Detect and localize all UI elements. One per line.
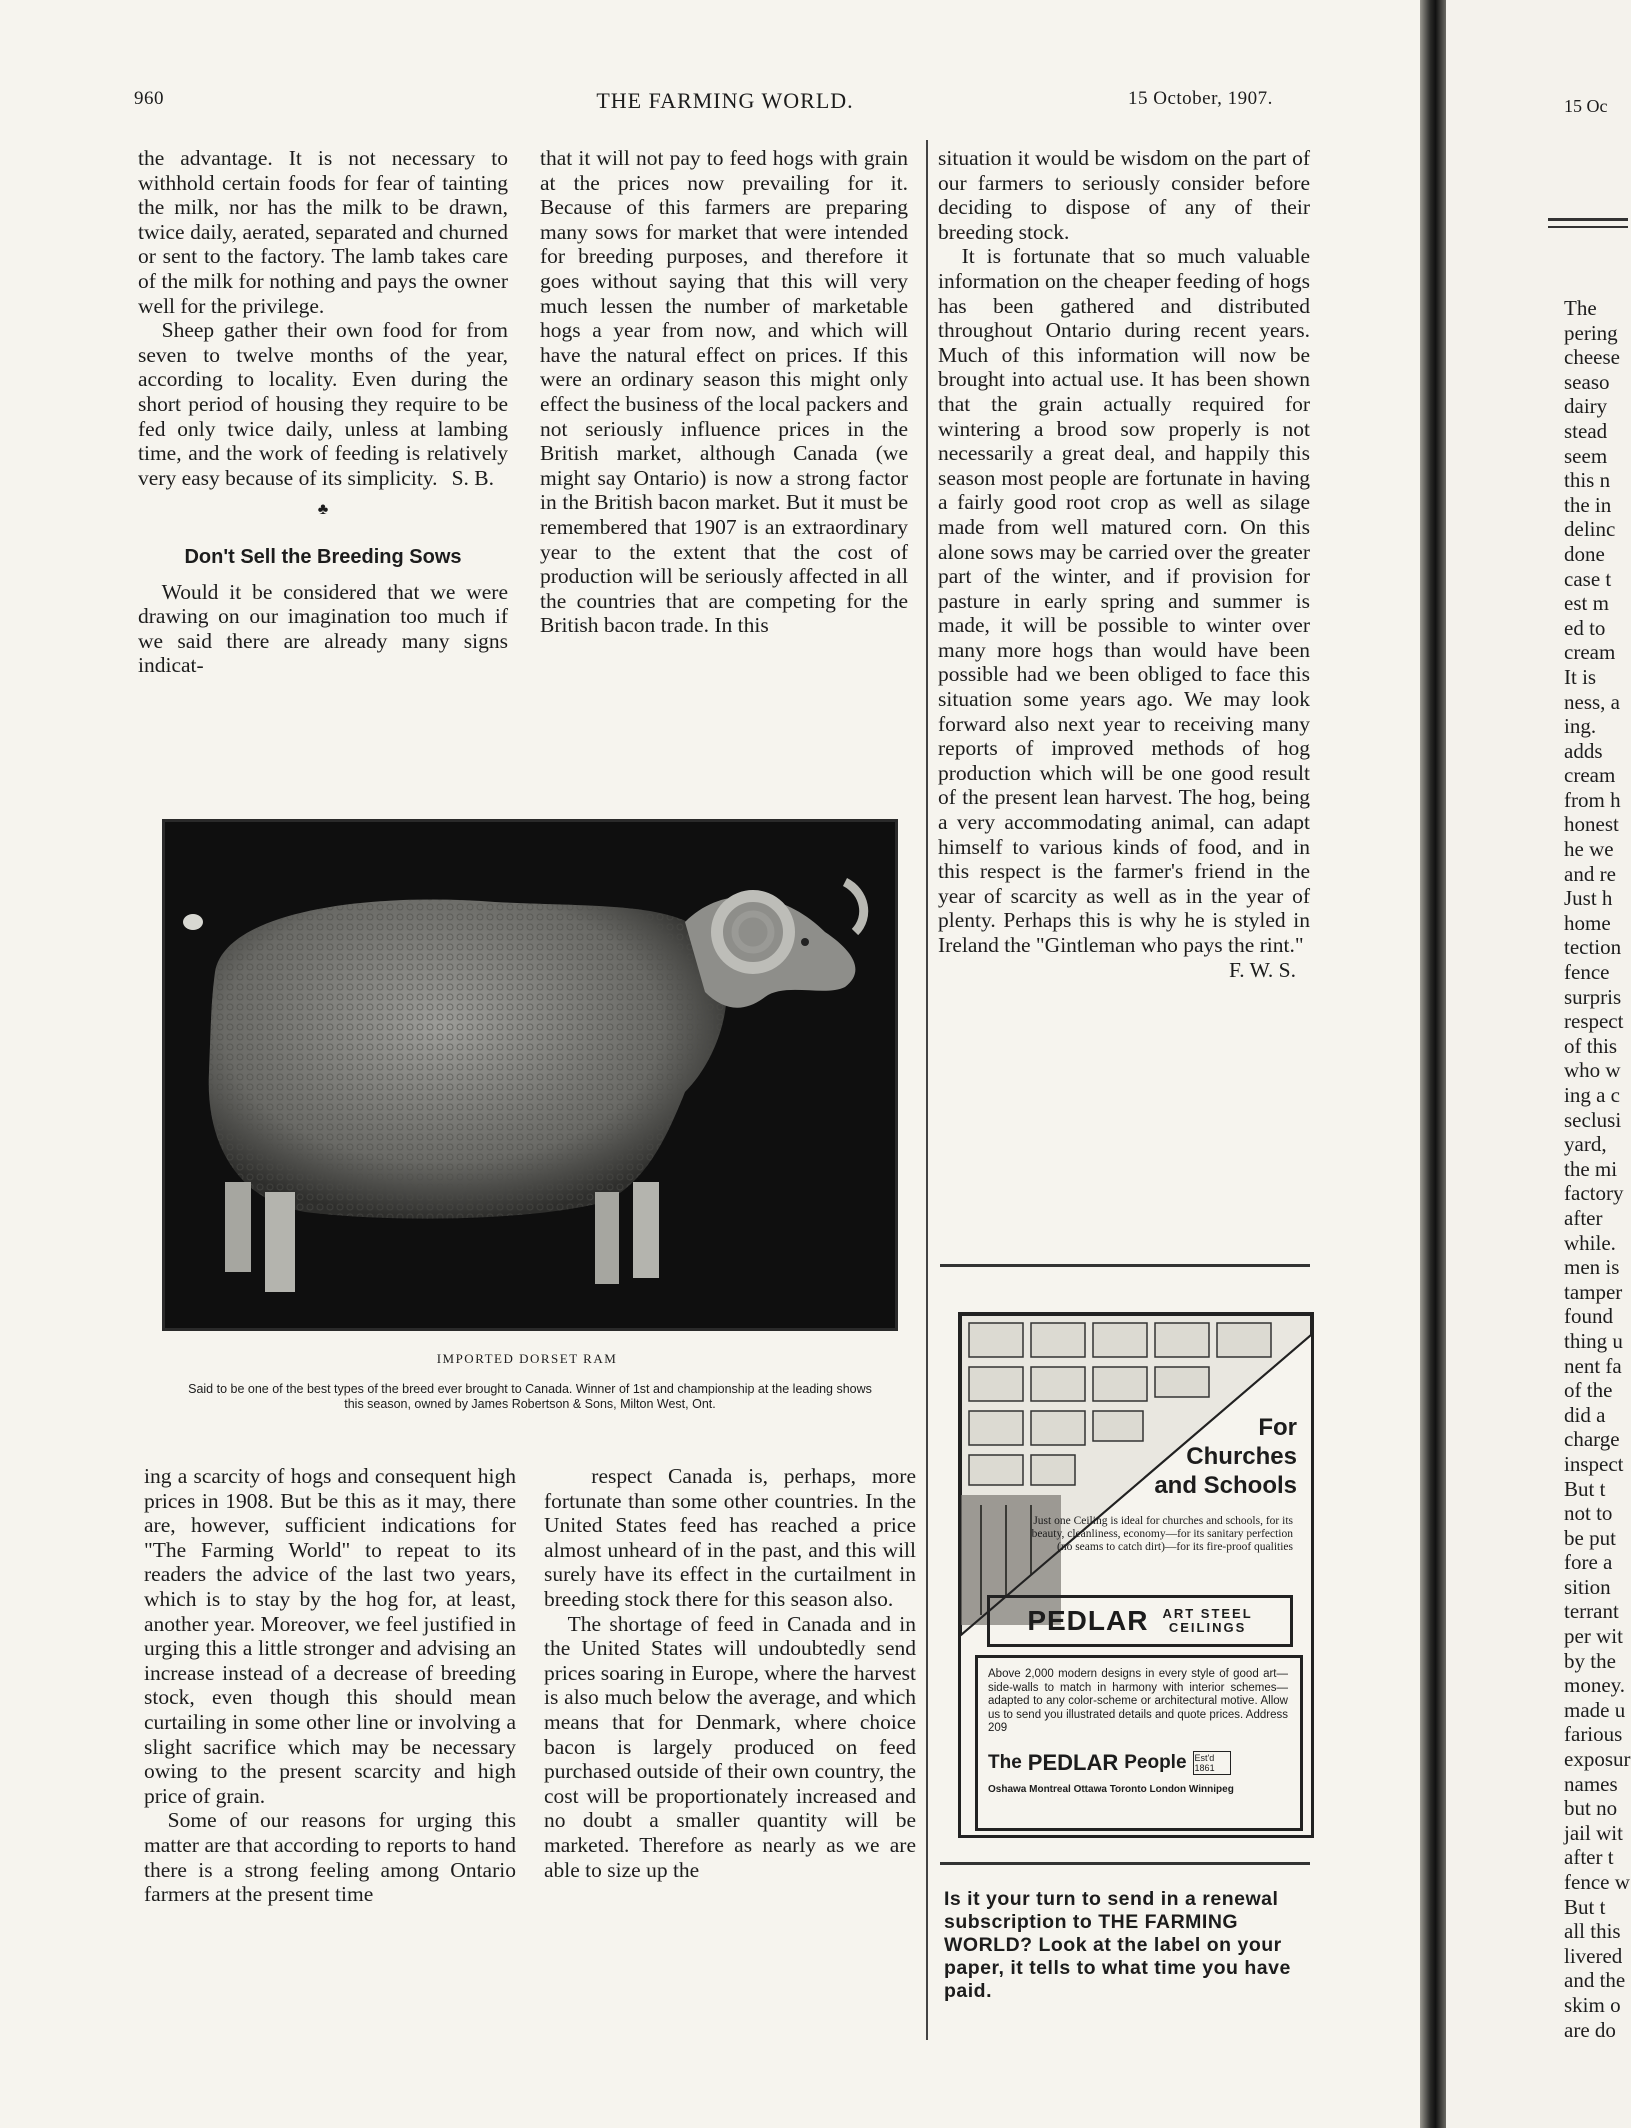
ad-brand-sub (1162, 1607, 1252, 1635)
ad-headline-line: and Schools (1154, 1472, 1297, 1499)
right-page-edge (1446, 0, 1631, 2128)
ad-company-name: PEDLAR (1027, 1750, 1119, 1775)
right-page-line: but no (1564, 1796, 1618, 1821)
dorset-ram-image (165, 822, 895, 1328)
right-page-line: dairy (1564, 394, 1608, 419)
right-page-line: done (1564, 541, 1605, 566)
paragraph: ing a scarcity of hogs and consequent high prices in 1908. But be this as it may, there are, however, sufficient indications for "The Farming World" to repeat to its readers the advice of the last two years, which is to stay by the hog for, at least, another year. Moreover, we feel justified in urging this a little stronger and advising an increase instead of a decrease of breeding stock, even though this should mean curtailing in some other line or involving a slight sacrifice which may be necessary owing to the present scarcity and high price of grain. (144, 1464, 516, 1808)
signature: S. B. (451, 465, 494, 490)
masthead: THE FARMING WORLD. (596, 88, 854, 113)
paragraph: that it will not pay to feed hogs with grain at the prices now prevailing for it. Because of this farmers are preparing many sows for market that were intended for breeding purposes, and therefore it goes without saying that this will very much lessen the number of marketable hogs a year from now, and which will have the natural effect on prices. If this were an ordinary season this might only effect the business of the local packers and not seriously influence prices in the British market, although Canada (we might say Ontario) is now a strong factor in the British bacon market. But it must be remembered that 1907 is an extraordinary year to the extent that the cost of production will be seriously affected in all the countries that are competing for the British bacon trade. In this (540, 146, 908, 638)
right-page-line: names (1564, 1771, 1618, 1796)
right-page-line: ing. (1564, 714, 1597, 739)
right-page-line: and the (1564, 1968, 1626, 1993)
right-page-line: seaso (1564, 369, 1610, 394)
ad-brand-sub-line: CEILINGS (1168, 1620, 1247, 1635)
article-heading: Don't Sell the Breeding Sows (184, 545, 462, 568)
column-3 (938, 146, 1310, 982)
ad-company-prefix: The (988, 1752, 1022, 1773)
right-page-line: charge (1564, 1427, 1620, 1452)
right-page-line: thing u (1564, 1328, 1623, 1353)
right-page-line: surpris (1564, 984, 1622, 1009)
ram-photo (162, 819, 898, 1331)
paragraph: Sheep gather their own food for from seven to twelve months of the year, according to locality. Even during the short period of housing they require to be fed only twice daily, unless at lambing time, and the work of feeding is relatively very easy because of its simplicity. (138, 318, 508, 490)
column-divider (926, 140, 928, 2040)
right-page-line: nent fa (1564, 1353, 1622, 1378)
right-page-line: livered (1564, 1943, 1623, 1968)
right-page-line: terrant (1564, 1599, 1619, 1624)
right-page-line: all this (1564, 1919, 1621, 1944)
right-page-line: cream (1564, 763, 1616, 788)
right-page-line: be put (1564, 1525, 1616, 1550)
ad-body-box (975, 1655, 1303, 1831)
right-page-line: ness, a (1564, 689, 1620, 714)
book-spine (1420, 0, 1446, 2128)
right-page-line: But t (1564, 1894, 1606, 1919)
right-page-line: tamper (1564, 1279, 1623, 1304)
right-page-line: from h (1564, 787, 1621, 812)
horizontal-rule (940, 1862, 1310, 1865)
right-page-line: the in (1564, 492, 1612, 517)
paragraph: situation it would be wisdom on the part of our farmers to seriously consider before deciding to dispose of any of their breeding stock. (938, 146, 1310, 244)
right-page-line: delinc (1564, 517, 1616, 542)
paragraph: respect Canada is, perhaps, more fortunate than some other countries. In the United States feed has reached a price almost unheard of in the past, and this will surely have its effect in the curtailment in breeding stock there for this season also. (544, 1464, 916, 1611)
right-page-line: not to (1564, 1501, 1613, 1526)
right-page-line: who w (1564, 1058, 1621, 1083)
right-page-line: yard, (1564, 1132, 1607, 1157)
horizontal-rule (1548, 226, 1628, 228)
right-page-line: ed to (1564, 615, 1606, 640)
ad-brand-sub-line: ART STEEL (1162, 1606, 1253, 1621)
right-page-line: pering (1564, 320, 1618, 345)
paragraph: Some of our reasons for urging this matter are that according to reports to hand there is a strong feeling among Ontario farmers at the present time (144, 1808, 516, 1907)
right-page-line: The (1564, 296, 1597, 320)
right-page-line: ing a c (1564, 1083, 1620, 1107)
right-page-line: seem (1564, 443, 1608, 468)
right-page-line: tection (1564, 935, 1622, 960)
right-page-line: jail wit (1564, 1820, 1623, 1845)
photo-caption-title: IMPORTED DORSET RAM (436, 1351, 618, 1366)
right-page-line: home (1564, 910, 1611, 935)
ad-company (988, 1750, 1288, 1776)
right-page-line: honest (1564, 812, 1619, 837)
right-page-line: per wit (1564, 1624, 1623, 1649)
right-page-line: farious (1564, 1722, 1623, 1747)
ad-brand-box (987, 1595, 1293, 1647)
right-page-line: of the (1564, 1378, 1613, 1403)
right-page-line: after t (1564, 1845, 1614, 1870)
right-page-line: skim o (1564, 1992, 1621, 2017)
right-page-line: respect (1564, 1009, 1624, 1034)
right-page-line: exposur (1564, 1747, 1631, 1772)
right-page-line: cream (1564, 640, 1616, 665)
right-page-line: It is (1564, 664, 1597, 689)
ad-blurb: Just one Ceiling is ideal for churches and schools, for its beauty, cleanliness, economy—for its sanitary perfection (no seams to catch dirt)—for its fire-proof qualities (1031, 1515, 1293, 1553)
right-page-line: But t (1564, 1476, 1606, 1501)
right-page-line: men is (1564, 1255, 1620, 1280)
page-number: 960 (134, 88, 164, 109)
right-page-line: after (1564, 1205, 1603, 1230)
ad-brand: PEDLAR (1027, 1605, 1149, 1636)
right-page-line: while. (1564, 1230, 1616, 1255)
right-page-line: fence w (1564, 1870, 1630, 1894)
right-page-line: inspect (1564, 1451, 1624, 1476)
right-page-line: by the (1564, 1648, 1616, 1673)
right-page-line: seclusi (1564, 1107, 1622, 1132)
ad-body: Above 2,000 modern designs in every style of good art—side-walls to match in harmony with interior schemes—adapted to any color-scheme or architectural motive. Allow us to send you illustrated details and quote prices. Address 209 (988, 1668, 1288, 1734)
ad-headline (1154, 1413, 1297, 1500)
paragraph: the advantage. It is not necessary to withhold certain foods for fear of tainting the milk, nor has the milk to be drawn, twice daily, aerated, separated and churned or sent to the factory. The lamb takes care of the milk for nothing and pays the owner well for the privilege. (138, 146, 508, 318)
right-page-line: of this (1564, 1033, 1618, 1058)
right-page-line: fence (1564, 960, 1610, 985)
right-page-line: adds (1564, 738, 1603, 763)
right-page-line: factory (1564, 1181, 1624, 1206)
right-page-line: found (1564, 1304, 1613, 1329)
right-page-line: he we (1564, 837, 1614, 862)
section-ornament-icon: ♣ (317, 501, 329, 519)
column-2-bottom (544, 1464, 916, 1882)
right-page-line: and re (1564, 861, 1616, 886)
paragraph: Would it be considered that we were drawing on our imagination too much if we said there are already many signs indicat- (138, 579, 508, 678)
right-page-line: case t (1564, 566, 1612, 591)
right-page-text (1564, 296, 1631, 2042)
horizontal-rule (1548, 218, 1628, 221)
column-2-top (540, 146, 908, 638)
column-1-top (138, 146, 508, 678)
right-page-line: this n (1564, 468, 1611, 493)
ad-established: Est'd 1861 (1193, 1751, 1231, 1775)
right-page-line: fore a (1564, 1550, 1613, 1575)
pedlar-advertisement (958, 1312, 1314, 1838)
ad-cities: Oshawa Montreal Ottawa Toronto London Winnipeg (988, 1784, 1234, 1795)
renewal-notice: Is it your turn to send in a renewal subscription to THE FARMING WORLD? Look at the label on your paper, it tells to what time you have paid. (944, 1888, 1291, 2002)
paragraph: It is fortunate that so much valuable information on the cheaper feeding of hogs has been gathered and distributed throughout Ontario during recent years. Much of this information will now be brought into actual use. It has been shown that the grain actually required for wintering a brood sow properly is not necessarily a great deal, and happily this season most people are fortunate in having a fairly good root crop as well as silage made from well matured corn. On this alone sows may be carried over the greater part of the winter, and if provision for pasture in early spring and summer is made, it will be possible to winter over many more hogs than would have been possible had we been obliged to face this situation some years ago. We may look forward also next year to receiving many reports of improved methods of hog production which will be one good result of the present lean harvest. The hog, being a very accommodating animal, can adapt himself to various kinds of food, and in this respect is the farmer's friend in the year of scarcity as well as in the year of plenty. Perhaps this is why he is styled in Ireland the "Gintleman who pays the rint." (938, 244, 1310, 957)
signature: F. W. S. (1229, 957, 1296, 982)
column-1-bottom (144, 1464, 516, 1907)
right-page-line: are do (1564, 2017, 1616, 2042)
right-page-line: stead (1564, 418, 1608, 443)
right-page-line: made u (1564, 1697, 1626, 1722)
ad-company-suffix: People (1124, 1752, 1187, 1773)
photo-caption-text: Said to be one of the best types of the breed ever brought to Canada. Winner of 1st and championship at the leading shows this season, owned by James Robertson & Sons, Milton West, Ont. (188, 1382, 872, 1411)
right-page-line: money. (1564, 1673, 1626, 1698)
right-page-line: cheese (1564, 345, 1620, 370)
issue-date: 15 October, 1907. (1128, 88, 1273, 109)
right-page-header: 15 Oc (1564, 96, 1608, 116)
right-page-line: Just h (1564, 886, 1613, 911)
ad-headline-line: For (1258, 1414, 1297, 1441)
right-page-line: sition (1564, 1574, 1611, 1599)
paragraph: The shortage of feed in Canada and in the United States will undoubtedly send prices soaring in Europe, where the harvest is also much below the average, and which means that for Denmark, where choice bacon is largely produced on feed purchased outside of their own country, the cost will be proportionately increased and no doubt a smaller quantity will be marketed. Therefore as nearly as we are able to size up the (544, 1611, 916, 1882)
right-page-line: est m (1564, 591, 1609, 616)
ad-headline-line: Churches (1186, 1443, 1297, 1470)
right-page-line: the mi (1564, 1156, 1618, 1181)
horizontal-rule (940, 1264, 1310, 1267)
right-page-line: did a (1564, 1402, 1606, 1427)
